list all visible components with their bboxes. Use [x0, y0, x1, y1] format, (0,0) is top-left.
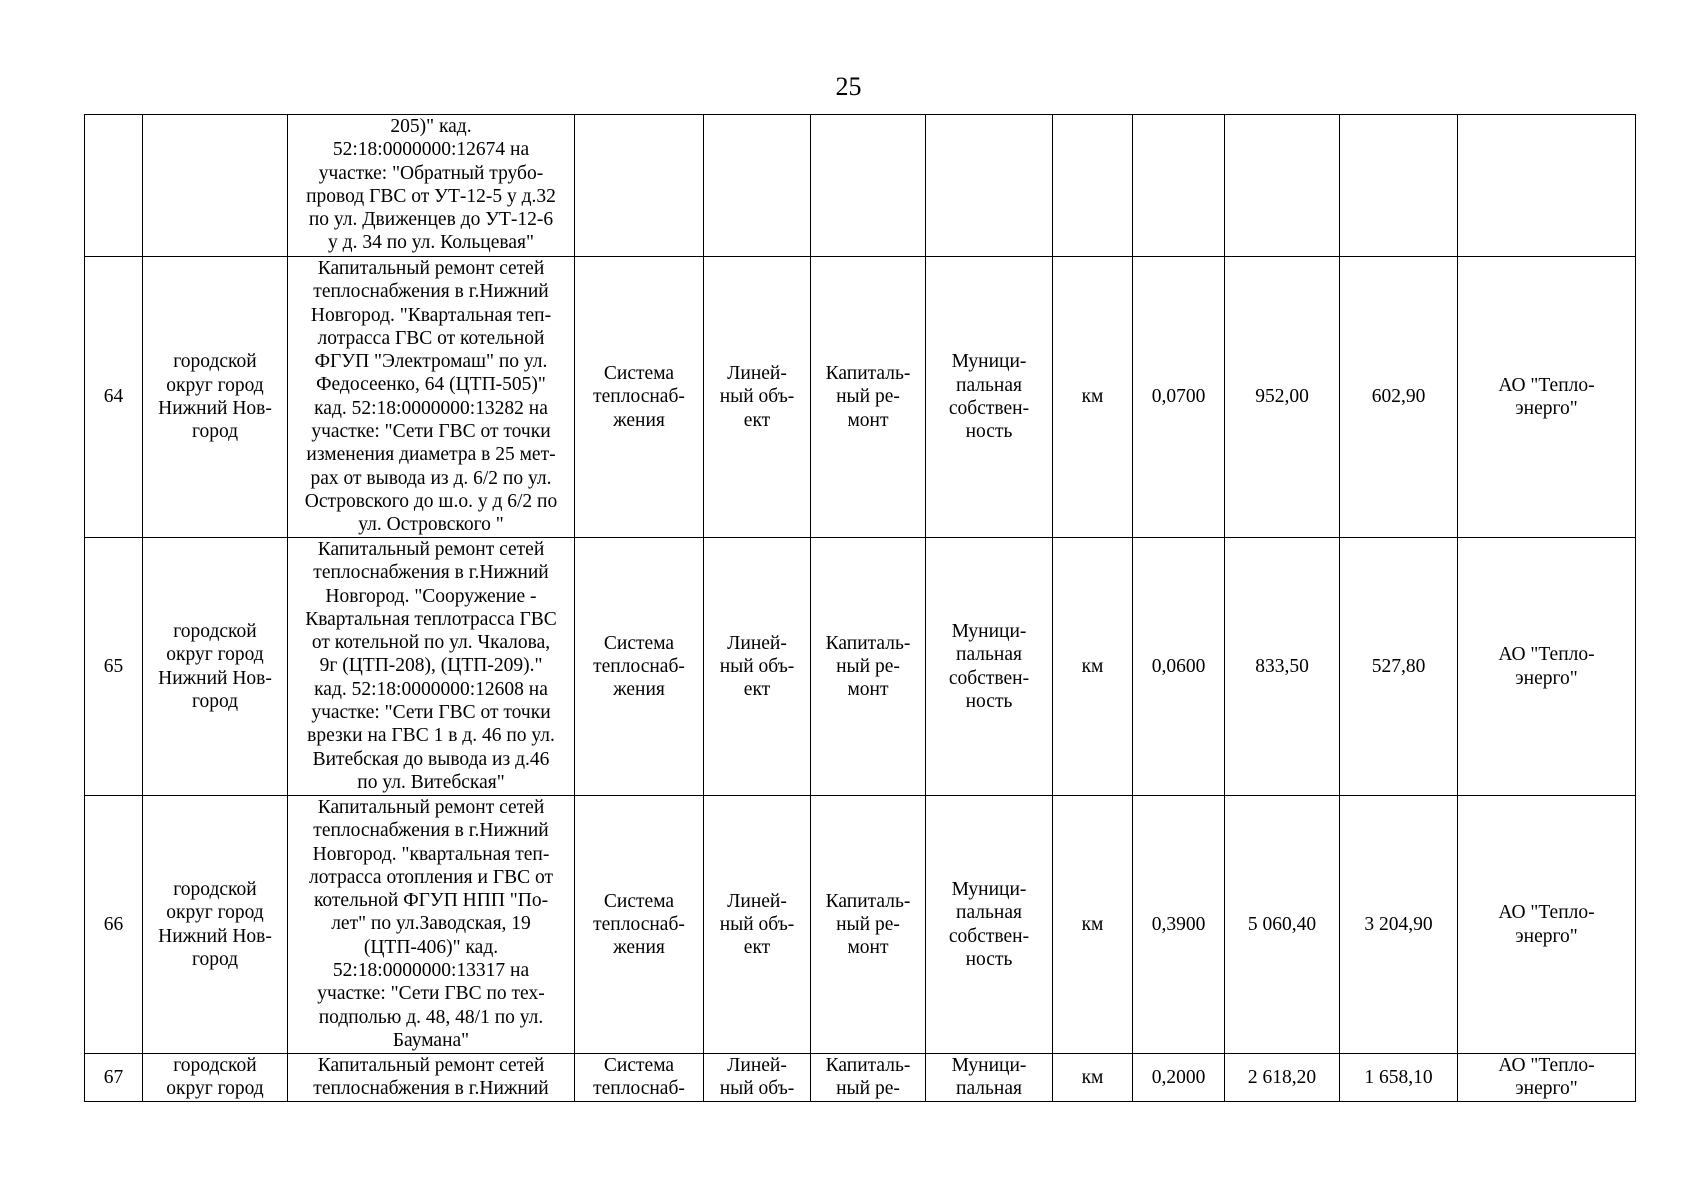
cell-description-line: Квартальная теплотрасса ГВС: [305, 608, 557, 630]
cell-system: [575, 115, 704, 257]
cell-system-line: теплоснаб-: [593, 655, 685, 677]
table-row: [85, 257, 1636, 538]
cell-object-type-line: ный объ-: [719, 386, 795, 408]
cell-work-type-line: Капиталь-: [825, 363, 911, 385]
cell-object-type: [704, 115, 811, 257]
cell-description-line: (ЦТП-406)" кад.: [363, 936, 499, 958]
cell-system: [575, 257, 704, 538]
cell-territory-line: округ город: [166, 644, 264, 666]
cell-territory: [143, 1054, 288, 1102]
cell-organization-line: АО "Тепло-: [1498, 644, 1595, 666]
cell-territory-line: городской: [173, 351, 257, 373]
cell-territory-line: город: [191, 690, 239, 712]
cell-system-line: жения: [613, 937, 665, 959]
cell-system: [575, 796, 704, 1054]
cell-quantity: 0,0700: [1133, 257, 1225, 538]
cell-system-line: теплоснаб-: [593, 1078, 685, 1100]
cell-value-1: [1225, 115, 1340, 257]
cell-organization-line: АО "Тепло-: [1498, 374, 1595, 396]
cell-object-type: [704, 796, 811, 1054]
cell-ownership: [926, 115, 1053, 257]
cell-territory-line: городской: [173, 878, 257, 900]
cell-organization-line: энерго": [1515, 1078, 1578, 1100]
cell-description-line: врезки на ГВС 1 в д. 46 по ул.: [307, 725, 555, 747]
cell-system: [575, 1054, 704, 1102]
cell-system-line: жения: [613, 409, 665, 431]
cell-value-2: [1340, 115, 1458, 257]
cell-system-line: теплоснаб-: [593, 386, 685, 408]
cell-object-type-line: ный объ-: [719, 913, 795, 935]
cell-description-line: кад. 52:18:0000000:12608 на: [314, 678, 548, 700]
cell-description-line: ФГУП "Электромаш" по ул.: [314, 351, 548, 373]
cell-territory-line: Нижний Нов-: [158, 925, 272, 947]
cell-object-type: [704, 1054, 811, 1102]
cell-object-type-line: ный объ-: [719, 655, 795, 677]
cell-description-line: теплоснабжения в г.Нижний: [313, 562, 549, 584]
cell-description-line: участке: "Сети ГВС от точки: [311, 421, 551, 443]
cell-ownership-line: ность: [965, 421, 1013, 443]
cell-ownership: [926, 796, 1053, 1054]
cell-territory-line: округ город: [166, 374, 264, 396]
cell-work-type: [811, 257, 926, 538]
cell-number: 65: [85, 538, 143, 796]
cell-territory: [143, 538, 288, 796]
works-table: [84, 114, 1636, 1102]
cell-work-type-line: монт: [847, 409, 889, 431]
cell-description: [288, 1054, 575, 1102]
cell-value-2: 527,80: [1340, 538, 1458, 796]
cell-unit: км: [1053, 1054, 1133, 1102]
cell-description: [288, 538, 575, 796]
cell-object-type-line: ект: [743, 937, 771, 959]
cell-description-line: Федосеенко, 64 (ЦТП-505)": [316, 374, 546, 396]
cell-description-line: Капитальный ремонт сетей: [317, 539, 545, 560]
cell-organization: [1458, 796, 1636, 1054]
cell-territory-line: городской: [173, 620, 257, 642]
cell-description-line: теплоснабжения в г.Нижний: [313, 281, 549, 303]
cell-work-type: [811, 1054, 926, 1102]
cell-value-2: 1 658,10: [1340, 1054, 1458, 1102]
cell-organization-line: энерго": [1515, 398, 1578, 419]
cell-description-line: 52:18:0000000:12674 на: [332, 139, 530, 161]
cell-description: [288, 257, 575, 538]
cell-ownership-line: пальная: [956, 644, 1022, 666]
cell-description-line: по ул. Витебская": [357, 771, 505, 793]
cell-territory-line: Нижний Нов-: [158, 398, 272, 419]
cell-description-line: лет" по ул.Заводская, 19: [331, 913, 531, 935]
cell-ownership-line: пальная: [956, 902, 1022, 924]
cell-description: [288, 115, 575, 257]
table-row: [85, 115, 1636, 257]
cell-description-line: у д. 34 по ул. Кольцевая": [328, 232, 534, 254]
cell-description-line: Островского до ш.о. у д 6/2 по: [304, 490, 558, 512]
cell-number: 66: [85, 796, 143, 1054]
cell-description-line: участке: "Обратный трубо-: [318, 162, 544, 184]
cell-value-1: 5 060,40: [1225, 796, 1340, 1054]
cell-description-line: участке: "Сети ГВС по тех-: [317, 983, 545, 1005]
cell-unit: км: [1053, 257, 1133, 538]
cell-value-1: 833,50: [1225, 538, 1340, 796]
cell-work-type-line: монт: [847, 679, 889, 701]
cell-territory: [143, 796, 288, 1054]
cell-description-line: Баумана": [392, 1029, 470, 1051]
cell-quantity: 0,0600: [1133, 538, 1225, 796]
cell-territory-line: округ город: [166, 1078, 264, 1100]
cell-organization-line: АО "Тепло-: [1498, 1055, 1595, 1076]
cell-system-line: Система: [603, 1055, 675, 1076]
cell-territory-line: город: [191, 948, 239, 970]
cell-object-type-line: Линей-: [727, 1055, 787, 1076]
table-row: [85, 796, 1636, 1054]
cell-work-type-line: Капиталь-: [825, 890, 911, 912]
cell-system-line: теплоснаб-: [593, 913, 685, 935]
cell-description-line: Новгород. "Сооружение -: [325, 585, 537, 607]
cell-ownership-line: ность: [965, 948, 1013, 970]
cell-quantity: [1133, 115, 1225, 257]
cell-description-line: участке: "Сети ГВС от точки: [311, 702, 551, 724]
cell-description-line: по ул. Движенцев до УТ-12-6: [308, 209, 554, 231]
cell-system-line: жения: [613, 679, 665, 701]
cell-description-line: рах от вывода из д. 6/2 по ул.: [310, 467, 552, 489]
cell-territory-line: округ город: [166, 902, 264, 924]
cell-organization: [1458, 538, 1636, 796]
cell-description-line: Капитальный ремонт сетей: [317, 797, 545, 818]
cell-ownership-line: собствен-: [948, 398, 1030, 419]
cell-description-line: подполью д. 48, 48/1 по ул.: [318, 1006, 544, 1028]
table-row: [85, 538, 1636, 796]
cell-number: [85, 115, 143, 257]
cell-object-type-line: ект: [743, 409, 771, 431]
cell-description-line: кад. 52:18:0000000:13282 на: [314, 397, 548, 419]
cell-territory: [143, 115, 288, 257]
cell-ownership-line: собствен-: [948, 925, 1030, 947]
page-number: 25: [835, 72, 862, 101]
cell-description-line: Капитальный ремонт сетей: [317, 258, 545, 279]
cell-description-line: Капитальный ремонт сетей: [317, 1055, 545, 1076]
cell-description-line: 205)" кад.: [390, 116, 472, 137]
cell-value-1: 2 618,20: [1225, 1054, 1340, 1102]
cell-work-type-line: ный ре-: [836, 913, 900, 935]
cell-description-line: теплоснабжения в г.Нижний: [313, 820, 549, 842]
cell-organization-line: энерго": [1515, 667, 1578, 689]
cell-object-type: [704, 257, 811, 538]
cell-description-line: Витебская до вывода из д.46: [312, 748, 550, 770]
cell-description-line: провод ГВС от УТ-12-5 у д.32: [306, 185, 556, 207]
cell-object-type-line: Линей-: [727, 632, 787, 654]
cell-territory: [143, 257, 288, 538]
cell-description-line: лотрасса отопления и ГВС от: [309, 866, 553, 888]
cell-description-line: ул. Островского ": [358, 514, 504, 536]
cell-unit: км: [1053, 796, 1133, 1054]
cell-system-line: Система: [603, 632, 675, 654]
cell-ownership-line: Муници-: [951, 351, 1027, 373]
cell-system-line: Система: [603, 363, 675, 385]
cell-quantity: 0,3900: [1133, 796, 1225, 1054]
cell-value-2: 602,90: [1340, 257, 1458, 538]
cell-object-type-line: Линей-: [727, 363, 787, 385]
cell-organization-line: энерго": [1515, 925, 1578, 947]
cell-object-type-line: Линей-: [727, 890, 787, 912]
cell-work-type-line: монт: [847, 937, 889, 959]
cell-value-2: 3 204,90: [1340, 796, 1458, 1054]
cell-system-line: Система: [603, 890, 675, 912]
table-body: [85, 115, 1636, 1102]
cell-territory-line: Нижний Нов-: [158, 667, 272, 689]
cell-organization: [1458, 257, 1636, 538]
cell-unit: км: [1053, 538, 1133, 796]
cell-ownership: [926, 538, 1053, 796]
cell-description-line: лотрасса ГВС от котельной: [317, 327, 545, 349]
cell-work-type-line: Капиталь-: [825, 632, 911, 654]
cell-ownership-line: ность: [965, 690, 1013, 712]
cell-description-line: изменения диаметра в 25 мет-: [306, 444, 556, 466]
cell-work-type-line: ный ре-: [836, 386, 900, 408]
cell-territory-line: город: [191, 421, 239, 443]
cell-object-type-line: ект: [743, 679, 771, 701]
cell-description-line: котельной ФГУП НПП "По-: [313, 890, 549, 912]
cell-ownership-line: пальная: [956, 1078, 1022, 1100]
cell-ownership-line: Муници-: [951, 620, 1027, 642]
cell-work-type-line: Капиталь-: [825, 1055, 911, 1076]
cell-system: [575, 538, 704, 796]
cell-description-line: теплоснабжения в г.Нижний: [313, 1078, 549, 1100]
cell-description-line: Новгород. "Квартальная теп-: [310, 304, 552, 326]
cell-ownership-line: Муници-: [951, 1055, 1027, 1076]
cell-number: 64: [85, 257, 143, 538]
cell-ownership-line: пальная: [956, 374, 1022, 396]
cell-organization-line: АО "Тепло-: [1498, 902, 1595, 924]
cell-value-1: 952,00: [1225, 257, 1340, 538]
cell-territory-line: городской: [173, 1055, 257, 1076]
cell-number: 67: [85, 1054, 143, 1102]
cell-work-type: [811, 796, 926, 1054]
cell-quantity: 0,2000: [1133, 1054, 1225, 1102]
cell-unit: [1053, 115, 1133, 257]
cell-work-type-line: ный ре-: [836, 1078, 900, 1100]
cell-work-type: [811, 538, 926, 796]
cell-ownership: [926, 1054, 1053, 1102]
cell-work-type-line: ный ре-: [836, 655, 900, 677]
cell-description-line: от котельной по ул. Чкалова,: [311, 632, 551, 654]
cell-description-line: 52:18:0000000:13317 на: [332, 960, 530, 982]
cell-ownership: [926, 257, 1053, 538]
cell-object-type: [704, 538, 811, 796]
cell-description: [288, 796, 575, 1054]
cell-description-line: Новгород. "квартальная теп-: [312, 843, 550, 865]
cell-ownership-line: Муници-: [951, 878, 1027, 900]
table-row: [85, 1054, 1636, 1102]
cell-ownership-line: собствен-: [948, 667, 1030, 689]
cell-work-type: [811, 115, 926, 257]
cell-organization: [1458, 1054, 1636, 1102]
cell-object-type-line: ный объ-: [719, 1078, 795, 1100]
cell-description-line: 9г (ЦТП-208), (ЦТП-209).": [319, 655, 543, 677]
cell-organization: [1458, 115, 1636, 257]
